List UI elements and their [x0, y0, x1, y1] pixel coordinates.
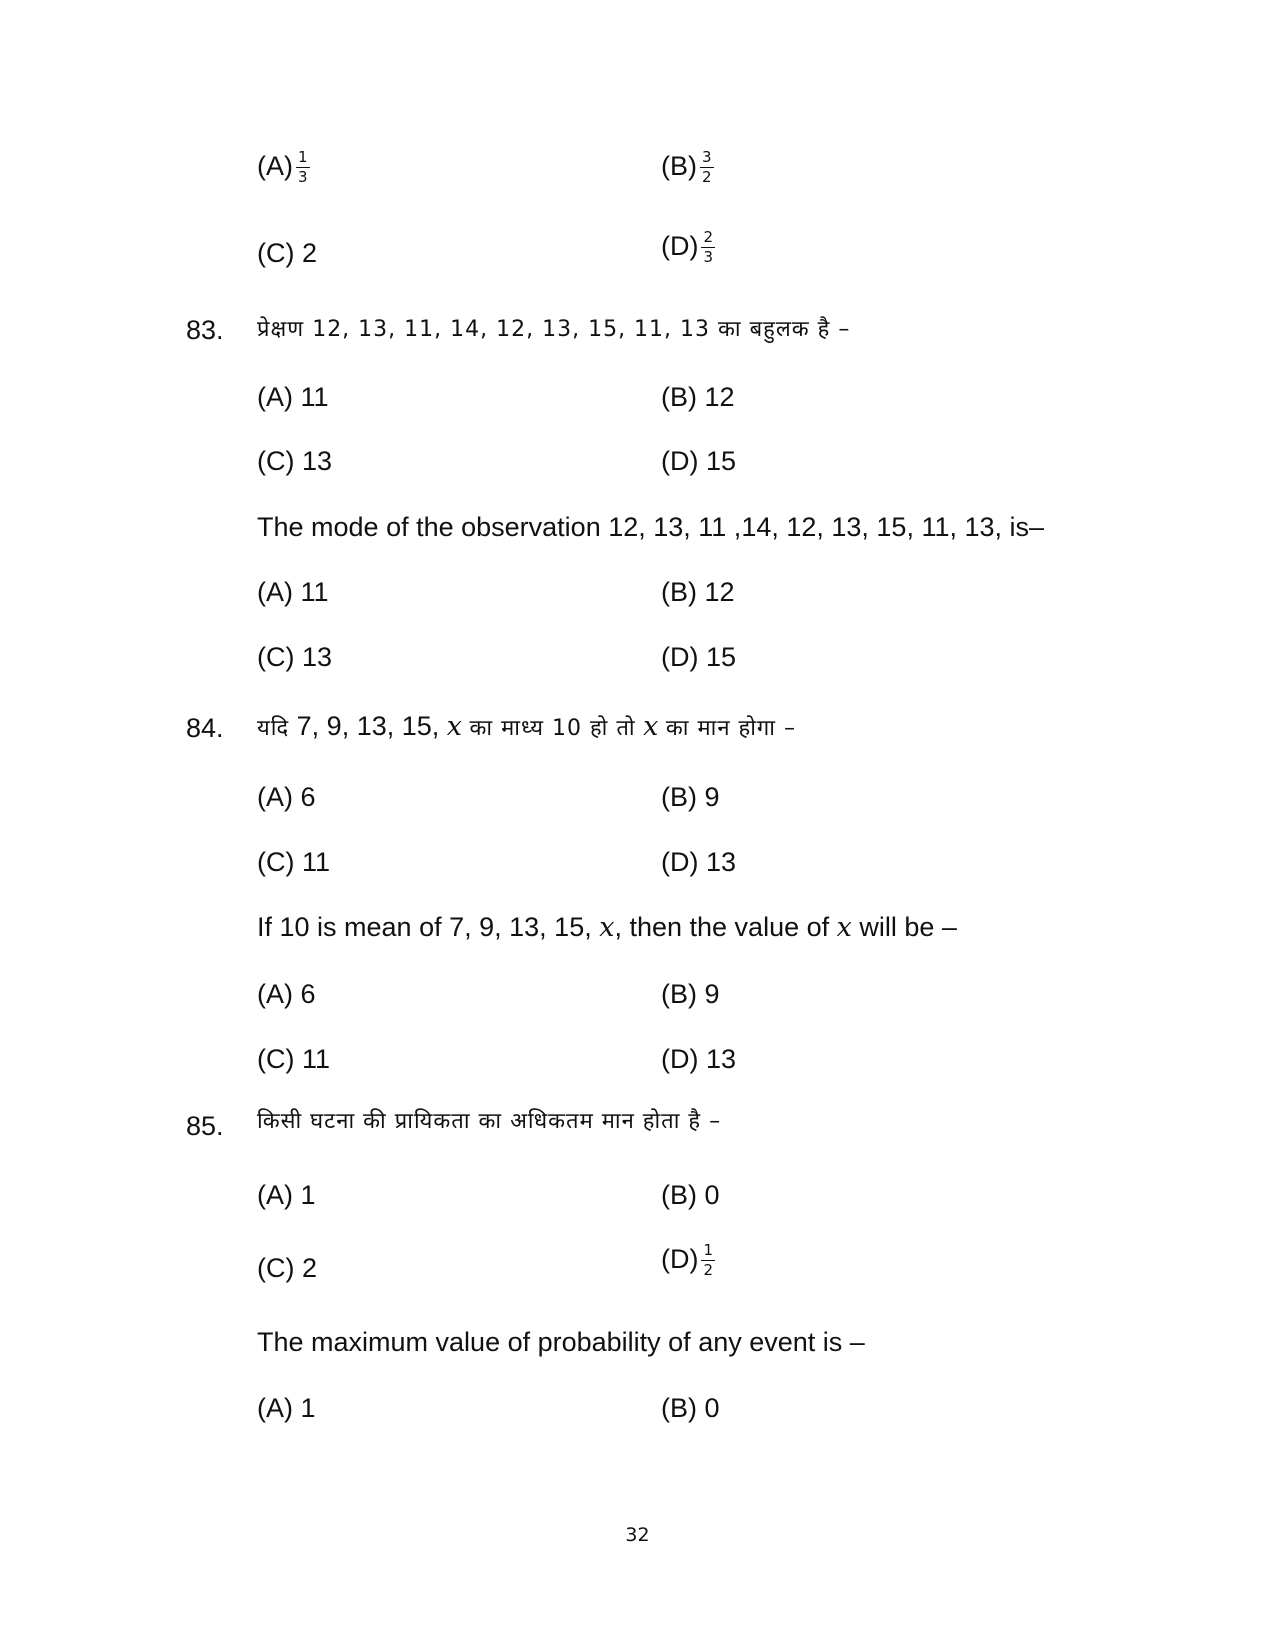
q84-english-option-d: (D) 13 — [661, 1044, 737, 1074]
q84-hindi-option-d: (D) 13 — [661, 847, 737, 877]
hindi-text: का माध्य 10 हो तो — [469, 716, 636, 741]
fraction: $\frac{1}{3}$ — [298, 148, 308, 186]
q83-english-option-c: (C) 13 — [257, 642, 333, 672]
q84-hindi-option-a: (A) 6 — [257, 782, 316, 812]
option-label: (D) — [661, 1243, 699, 1274]
q83-english-option-b: (B) 12 — [661, 577, 735, 607]
prev-option-b — [661, 150, 714, 186]
option-label: (A) — [257, 150, 293, 181]
english-text: If 10 is mean of 7, 9, 13, 15, — [257, 912, 592, 942]
q83-hindi-option-b: (B) 12 — [661, 382, 735, 412]
q84-english-option-b: (B) 9 — [661, 979, 720, 1009]
option-label: (D) — [661, 230, 699, 261]
prev-option-d — [661, 230, 715, 266]
question-85-english: The maximum value of probability of any event is – — [257, 1327, 865, 1357]
q85-hindi-option-c: (C) 2 — [257, 1253, 317, 1283]
question-number-83: 83. — [186, 315, 224, 345]
english-text: , then the value of — [614, 912, 830, 942]
math-variable: x — [836, 912, 852, 943]
prev-option-c: (C) 2 — [257, 238, 317, 268]
q85-hindi-option-d — [661, 1243, 715, 1279]
fraction: $\frac{2}{3}$ — [703, 228, 714, 266]
q84-english-option-c: (C) 11 — [257, 1044, 331, 1074]
question-85-hindi: किसी घटना की प्रायिकता का अधिकतम मान होता है – — [257, 1109, 722, 1134]
number-list: 7, 9, 13, 15, — [296, 711, 440, 741]
english-text: will be – — [859, 912, 957, 942]
option-label: (B) — [661, 150, 697, 181]
page-number: 32 — [625, 1524, 650, 1546]
q85-hindi-option-b: (B) 0 — [661, 1180, 720, 1210]
math-variable: x — [643, 711, 659, 742]
math-variable: x — [446, 711, 463, 742]
question-83-english: The mode of the observation 12, 13, 11 ,14, 12, 13, 15, 11, 13, is– — [257, 512, 1045, 542]
question-83-hindi: प्रेक्षण 12, 13, 11, 14, 12, 13, 15, 11, 13 का बहुलक है – — [257, 317, 851, 342]
q83-hindi-option-d: (D) 15 — [661, 446, 737, 476]
q84-hindi-option-c: (C) 11 — [257, 847, 331, 877]
question-number-84: 84. — [186, 713, 224, 743]
q83-english-option-a: (A) 11 — [257, 577, 329, 607]
q84-english-option-a: (A) 6 — [257, 979, 316, 1009]
fraction: $\frac{1}{2}$ — [703, 1241, 714, 1279]
q85-hindi-option-a: (A) 1 — [257, 1180, 316, 1210]
q84-hindi-option-b: (B) 9 — [661, 782, 720, 812]
question-84-english — [257, 914, 957, 941]
question-84-hindi — [257, 713, 796, 740]
prev-option-a — [257, 150, 310, 186]
q85-english-option-a: (A) 1 — [257, 1393, 316, 1423]
q83-english-option-d: (D) 15 — [661, 642, 737, 672]
math-variable: x — [599, 912, 615, 943]
question-number-85: 85. — [186, 1111, 224, 1141]
hindi-text: का मान होगा – — [665, 716, 796, 741]
q85-english-option-b: (B) 0 — [661, 1393, 720, 1423]
hindi-text: यदि — [257, 716, 290, 741]
fraction: $\frac{3}{2}$ — [702, 148, 712, 186]
q83-hindi-option-c: (C) 13 — [257, 446, 333, 476]
q83-hindi-option-a: (A) 11 — [257, 382, 329, 412]
